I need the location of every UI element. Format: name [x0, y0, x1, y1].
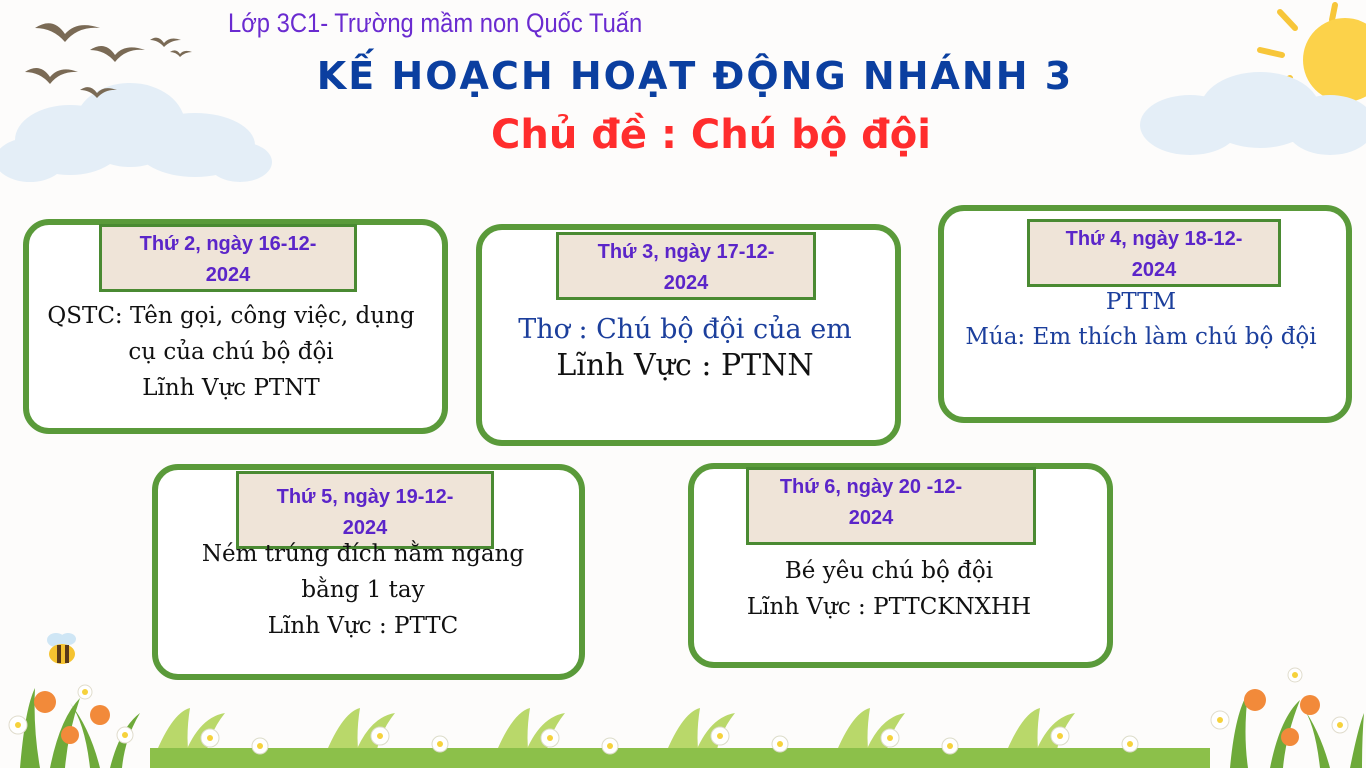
field-label: Lĩnh Vực PTNT	[142, 375, 320, 401]
activity-line: cụ của chú bộ đội	[128, 339, 334, 365]
flower-icon	[0, 640, 160, 768]
class-subtitle: Lớp 3C1- Trường mầm non Quốc Tuấn	[228, 8, 643, 38]
day-label: Thứ 3, ngày 17-12-	[597, 241, 775, 263]
day-label: Thứ 6, ngày 20 -12-	[779, 476, 963, 498]
activity-line: Múa: Em thích làm chú bộ đội	[965, 324, 1317, 350]
topic-heading: Chủ đề : Chú bộ đội	[491, 112, 931, 158]
activity-line: bằng 1 tay	[301, 577, 425, 603]
activity-line: Ném trúng đích nằm ngang	[201, 541, 525, 567]
activity-line: QSTC: Tên gọi, công việc, dụng	[47, 303, 415, 329]
activity-text-tuesday	[480, 312, 890, 384]
day-tag-wednesday	[1027, 219, 1281, 287]
activity-line: Bé yêu chú bộ đội	[784, 558, 994, 584]
activity-text-friday	[684, 553, 1094, 625]
day-label: Thứ 5, ngày 19-12-	[276, 486, 454, 508]
page-title: KẾ HOẠCH HOẠT ĐỘNG NHÁNH 3	[316, 54, 1074, 98]
day-tag-monday	[99, 224, 357, 292]
flower-icon	[1200, 645, 1366, 768]
day-tag-friday	[746, 467, 1036, 545]
activity-line: Thơ : Chú bộ đội của em	[518, 314, 852, 345]
year-label: 2024	[848, 507, 894, 529]
day-tag-tuesday	[556, 232, 816, 300]
activity-line: PTTM	[1105, 289, 1177, 315]
year-label: 2024	[663, 272, 709, 294]
field-label: Lĩnh Vực : PTTCKNXHH	[746, 594, 1032, 620]
field-label: Lĩnh Vực : PTTC	[267, 613, 459, 639]
day-label: Thứ 2, ngày 16-12-	[139, 233, 317, 255]
grass-icon	[150, 688, 1210, 768]
year-label: 2024	[342, 517, 388, 539]
activity-text-monday	[26, 298, 436, 406]
activity-text-wednesday	[938, 285, 1344, 355]
year-label: 2024	[1131, 259, 1177, 281]
activity-text-thursday	[158, 536, 568, 644]
field-label: Lĩnh Vực : PTNN	[556, 348, 814, 383]
year-label: 2024	[205, 264, 251, 286]
day-label: Thứ 4, ngày 18-12-	[1065, 228, 1243, 250]
